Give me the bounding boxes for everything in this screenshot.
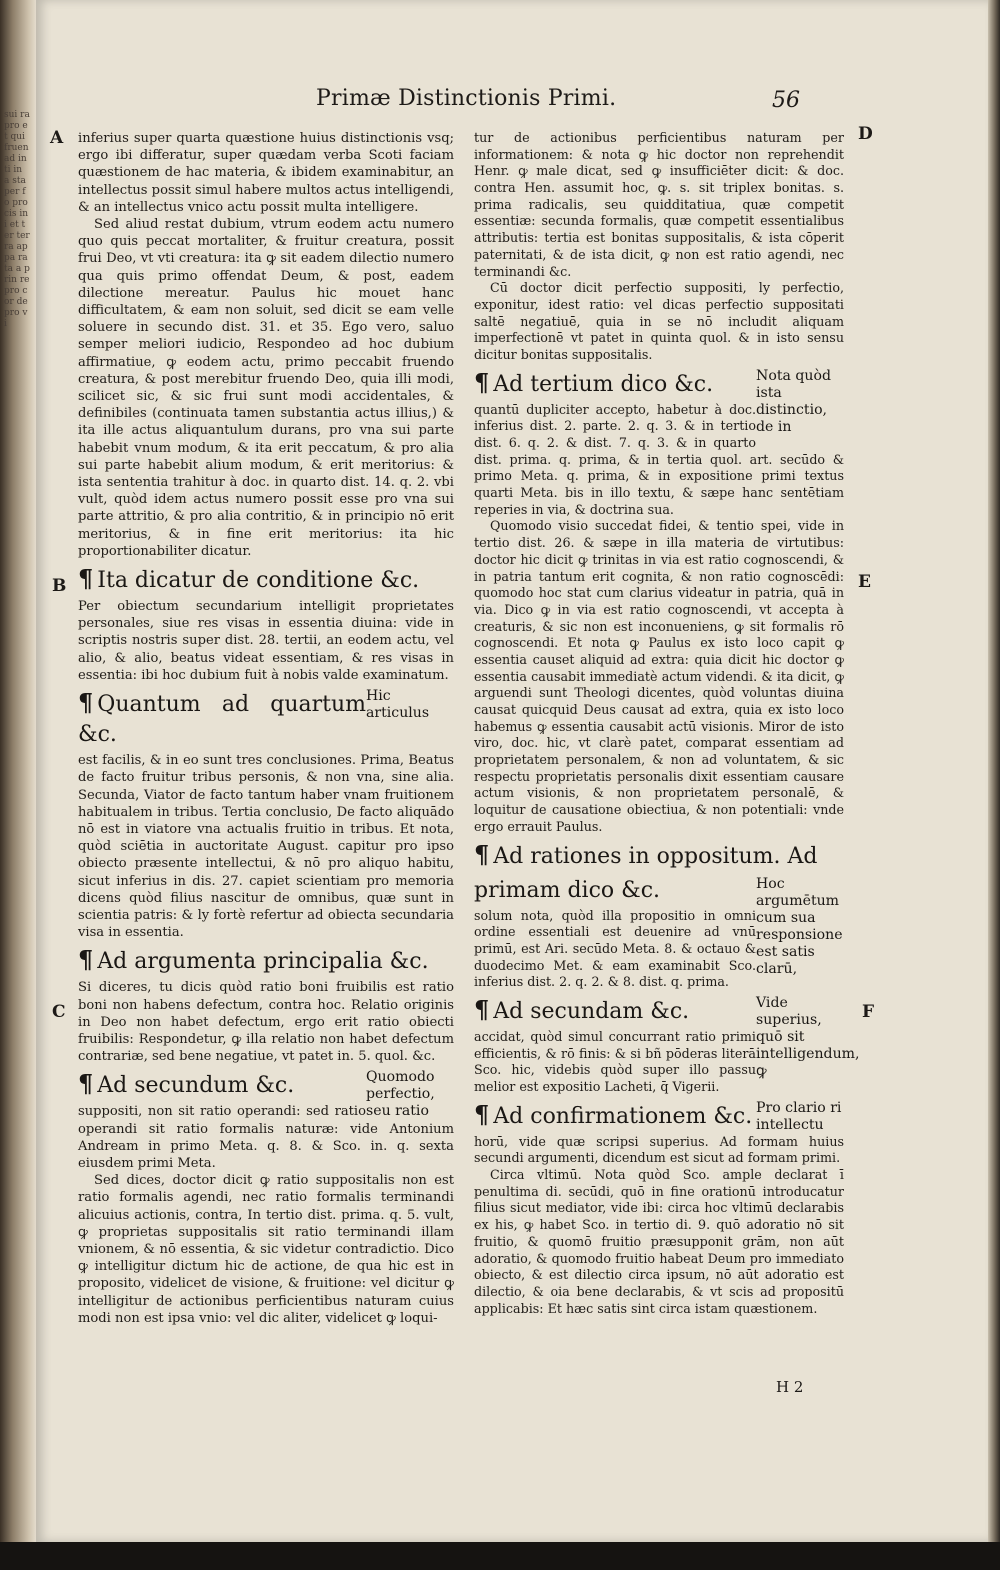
rubric-side-note: Quomodo perfectio, seu ratio [366, 1069, 435, 1120]
section-rubric [78, 1069, 454, 1120]
section-rubric [78, 564, 454, 596]
paragraph: inferius super quarta quæstione huius distinctionis vsq; ergo ibi differatur, super quædam verba Scoti faciam quæstionem de hac materia, & ibidem examinabitur, an intellectus possit simul habere multos actus intelligendi, & an intellectus vnico actu possit multa intelligere. [78, 131, 454, 215]
margin-letter-e: E [858, 572, 871, 592]
paragraph: Cū doctor dicit perfectio suppositi, ly perfectio, exponitur, idest ratio: vel dicas perfectio suppositati saltē negatiuē, quia in se nō includit aliquam imperfectionē vt patet in quinta quol. & in isto sensu dicitur bonitas suppositalis. [474, 280, 844, 362]
section-rubric [78, 945, 454, 977]
pilcrow-icon: ¶ [474, 994, 490, 1024]
rubric-text: Ad secundum &c. [97, 1073, 295, 1099]
rubric-text: Ad rationes in oppositum. Ad [493, 843, 818, 869]
bottom-shadow [0, 1542, 1000, 1570]
rubric-side-note: Hoc argumētum cum sua responsione est satis clarū, [756, 875, 843, 977]
pilcrow-icon: ¶ [78, 688, 94, 718]
paragraph: horū, vide quæ scripsi superius. Ad formam huius secundi argumenti, dicendum est sicut ad formam primi. [474, 1133, 844, 1166]
paragraph: quantū dupliciter accepto, habetur à doc. inferius dist. 2. parte. 2. q. 3. & in tertio dist. 6. q. 2. & dist. 7. q. 3. & in quarto dist. prima. q. prima, & in tertia quol. art. secūdo & primo Meta. q. prima, & in expositione primi textus quarti Meta. bis in illo textu, & sæpe hanc sentētiam reperies in via, & doctrina sua. [474, 401, 844, 517]
section-rubric [474, 840, 844, 872]
rubric-side-note: Pro clario ri intellectu [756, 1099, 842, 1133]
paragraph: Sed aliud restat dubium, vtrum eodem actu numero quo quis peccat mortaliter, & fruitur creatura, possit frui Deo, vt vti creatura: ita ꝙ sit eadem dilectio numero qua quis primo offendat Deum, & post, eadem dilectione mereatur. Paulus hic mouet hanc difficultatem, & eam non soluit, sed dicit se eam velle soluere in secundo dist. 31. et 35. Ego vero, saluo semper meliori iudicio, Respondeo ad hoc dubium affirmatiue, ꝙ eodem actu, primo peccabit fruendo creatura, & post merebitur fruendo Deo, quia illi modi, scilicet sic, & sic frui sunt modi accidentales, & definibiles (continuata tamen substantia actus illius,) & ita ille actus aliquantulum durans, pro vna sui parte habebit vnum modum, & ita erit peccatum, & pro alia sui parte habebit alium modum, & erit meritorius: & ista sententia trahitur à doc. in quarto dist. 14. q. 2. vbi vult, quòd idem actus numero possit esse pro vna sui parte attritio, & pro alia contritio, & in principio nō erit meritorius, & in fine erit meritorius: ita hic proportionabiliter dicatur. [78, 217, 454, 559]
pilcrow-icon: ¶ [474, 1099, 490, 1129]
pilcrow-icon: ¶ [78, 945, 94, 975]
rubric-text: Ad confirmationem &c. [493, 1103, 753, 1129]
page-number: 56 [772, 88, 800, 113]
rubric-text: primam dico &c. [474, 877, 661, 903]
paragraph: suppositi, non sit ratio operandi: sed ratio operandi sit ratio formalis naturæ: vide Antonium Andream in primo Meta. q. 8. & Sco. in. q. sexta eiusdem primi Meta. [78, 1104, 454, 1171]
margin-letter-a: A [50, 128, 64, 148]
margin-letter-d: D [858, 124, 873, 144]
rubric-side-note: Nota quòd ista distinctio, de in [756, 367, 831, 435]
paragraph: Per obiectum secundarium intelligit proprietates personales, siue res visas in essentia diuina: vide in scriptis nostris super dist. 28. tertii, an eodem actu, vel alio, & alio, beatus videat essentiam, & res visas in essentia: ibi hoc dubium fuit à nobis valde examinatum. [78, 599, 454, 683]
binding-gutter [0, 0, 36, 1570]
paragraph: Si diceres, tu dicis quòd ratio boni fruibilis est ratio boni non habens defectum, contra hoc. Relatio originis in Deo non habet defectum, ergo erit ratio obiecti fruibilis: Respondetur, ꝙ illa relatio non habet defectum contrariæ, sed bene negatiue, vt patet in. 5. quol. &c. [78, 980, 454, 1065]
left-column [78, 130, 454, 1327]
rubric-side-note: Hic articulus [366, 688, 430, 722]
paragraph: Circa vltimū. Nota quòd Sco. ample declarat ī penultima di. secūdi, quō in fine orationū introducatur filius sicut mediator, vide ibi: circa hoc vltimū declarabis ex his, ꝙ habet Sco. in tertio di. 9. quō adoratio nō sit fruitio, & quomō fruitio præsupponit grām, non aūt adoratio, & quomodo fruitio habeat Deum pro immediato obiecto, & est dilectio circa ipsum, nō aūt adoratio est dilectio, & oia bene declarabis, & vt scis ad propositū applicabis: Et hæc satis sint circa istam quæstionem. [474, 1167, 844, 1316]
rubric-side-note: Vide superius, quō sit intelligendum, ꝙ [756, 994, 860, 1079]
paragraph: est facilis, & in eo sunt tres conclusiones. Prima, Beatus de facto fruitur tribus personis, & non vna, sine alia. Secunda, Viator de facto tantum haber vnam fruitionem habitualem in tribus. Tertia conclusio, De facto aliquādo nō est in viatore vna actualis fruitio in tribus. Et nota, quòd sciētia in auctoritate August. capitur pro ipso obiecto præsente intellectui, & nō pro aliquo habitu, sicut inferius in dis. 27. capiet scientiam pro memoria dicens quòd filius nascitur de omnibus, quæ sunt in scientia patris: & ly fortè refertur ad obiecta secundaria visa in essentia. [78, 753, 454, 941]
rubric-text: Quantum ad quartum &c. [78, 692, 366, 748]
paragraph: accidat, quòd simul concurrant ratio primi efficientis, & rō finis: & si bñ pōderas literā Sco. hic, videbis quòd super illo passu melior est expositio Lacheti, q̄ Vigerii. [474, 1028, 756, 1094]
paragraph: Sed dices, doctor dicit ꝙ ratio suppositalis non est ratio formalis agendi, nec ratio formalis terminandi alicuius actionis, contra, In tertio dist. prima. q. 5. vult, ꝙ proprietas suppositalis sit ratio terminandi illam vnionem, & nō essentia, & sic videtur contradictio. Dico ꝙ intelligitur dictum hic de actione, de qua hic est in proposito, videlicet de visione, & fruitione: vel dicitur ꝙ intelligitur de actionibus perficientibus naturam cuius modi non est ipsa vnio: vel dic aliter, videlicet ꝙ loqui- [78, 1173, 454, 1326]
rubric-text: Ad argumenta principalia &c. [97, 949, 429, 975]
margin-letter-c: C [52, 1002, 66, 1022]
rubric-text: Ad secundam &c. [493, 998, 690, 1024]
page-edge [988, 0, 1000, 1542]
margin-letter-b: B [52, 576, 67, 596]
running-title: Primæ Distinctionis Primi. [316, 86, 617, 111]
section-rubric [78, 688, 454, 750]
section-rubric [474, 367, 844, 435]
pilcrow-icon: ¶ [78, 564, 94, 594]
paragraph: solum nota, quòd illa propositio in omni ordine essentiali est deuenire ad vnū primū, est Ari. secūdo Meta. 8. & octauo & duodecimo Met. & eam examinabit Sco. inferius dist. 2. q. 2. & 8. dist. q. prima. [474, 907, 756, 990]
paragraph: Quomodo visio succedat fidei, & tentio spei, vide in tertio dist. 26. & sæpe in illa materia de virtutibus: doctor hic dicit ꝙ trinitas in via est ratio cognoscendi, & in patria tantum erit cognita, & non ratio cognoscēdi: quomodo hoc stat cum clarius videatur in patria, quā in via. Dico ꝙ in via est ratio cognoscendi, vt accepta à creaturis, & sic non est inconueniens, ꝙ sit formalis rō cognoscendi. Et nota ꝙ Paulus ex isto loco capit ꝙ essentia causet aliquid ad extra: quia dicit hic doctor ꝙ essentia causabit immediatè actum videndi. & ita dicit, ꝙ arguendi sunt Theologi dicentes, quòd voluntas diuina causat quicquid Deus causat ad extra, quia ex isto loco habemus ꝙ essentia causabit actū visionis. Miror de isto viro, doc. hic, vt clarè patet, comparat essentiam ad proprietatem personalem, & non ad voluntatem, & sic respectu proprietatis personalis dixit essentiam causare actum visionis, & non proprietatem personalē, & loquitur de causatione obiectiua, & non potentiali: vnde ergo errauit Paulus. [474, 518, 844, 834]
section-rubric [474, 1100, 844, 1132]
facing-page-edge-text: sui ra pro et qui fruen ad in ti in a sta per fo pro cis ini et ter ter ra ap pa ra ta a prin re pro cor de pro vi [4, 110, 30, 329]
pilcrow-icon: ¶ [78, 1069, 94, 1099]
paragraph: tur de actionibus perficientibus naturam per informationem: & nota ꝙ hic doctor non reprehendit Henr. ꝙ male dicat, sed ꝙ insufficiēter dicit: & doc. contra Hen. assumit hoc, ꝙ. s. sit triplex bonitas. s. prima radicalis, seu quidditatiua, quæ competit essentiæ: secunda formalis, quæ competit essentialibus attributis: tertia est bonitas suppositalis, & ista cōperit paternitati, & de ista dicit, ꝙ non est ratio agendi, nec terminandi &c. [474, 130, 844, 279]
right-column [474, 130, 860, 1317]
margin-letter-f: F [862, 1002, 875, 1022]
pilcrow-icon: ¶ [474, 839, 490, 869]
rubric-text: Ita dicatur de conditione &c. [97, 568, 420, 594]
rubric-text: Ad tertium dico &c. [493, 371, 714, 397]
signature-mark: H 2 [776, 1378, 804, 1396]
pilcrow-icon: ¶ [474, 367, 490, 397]
